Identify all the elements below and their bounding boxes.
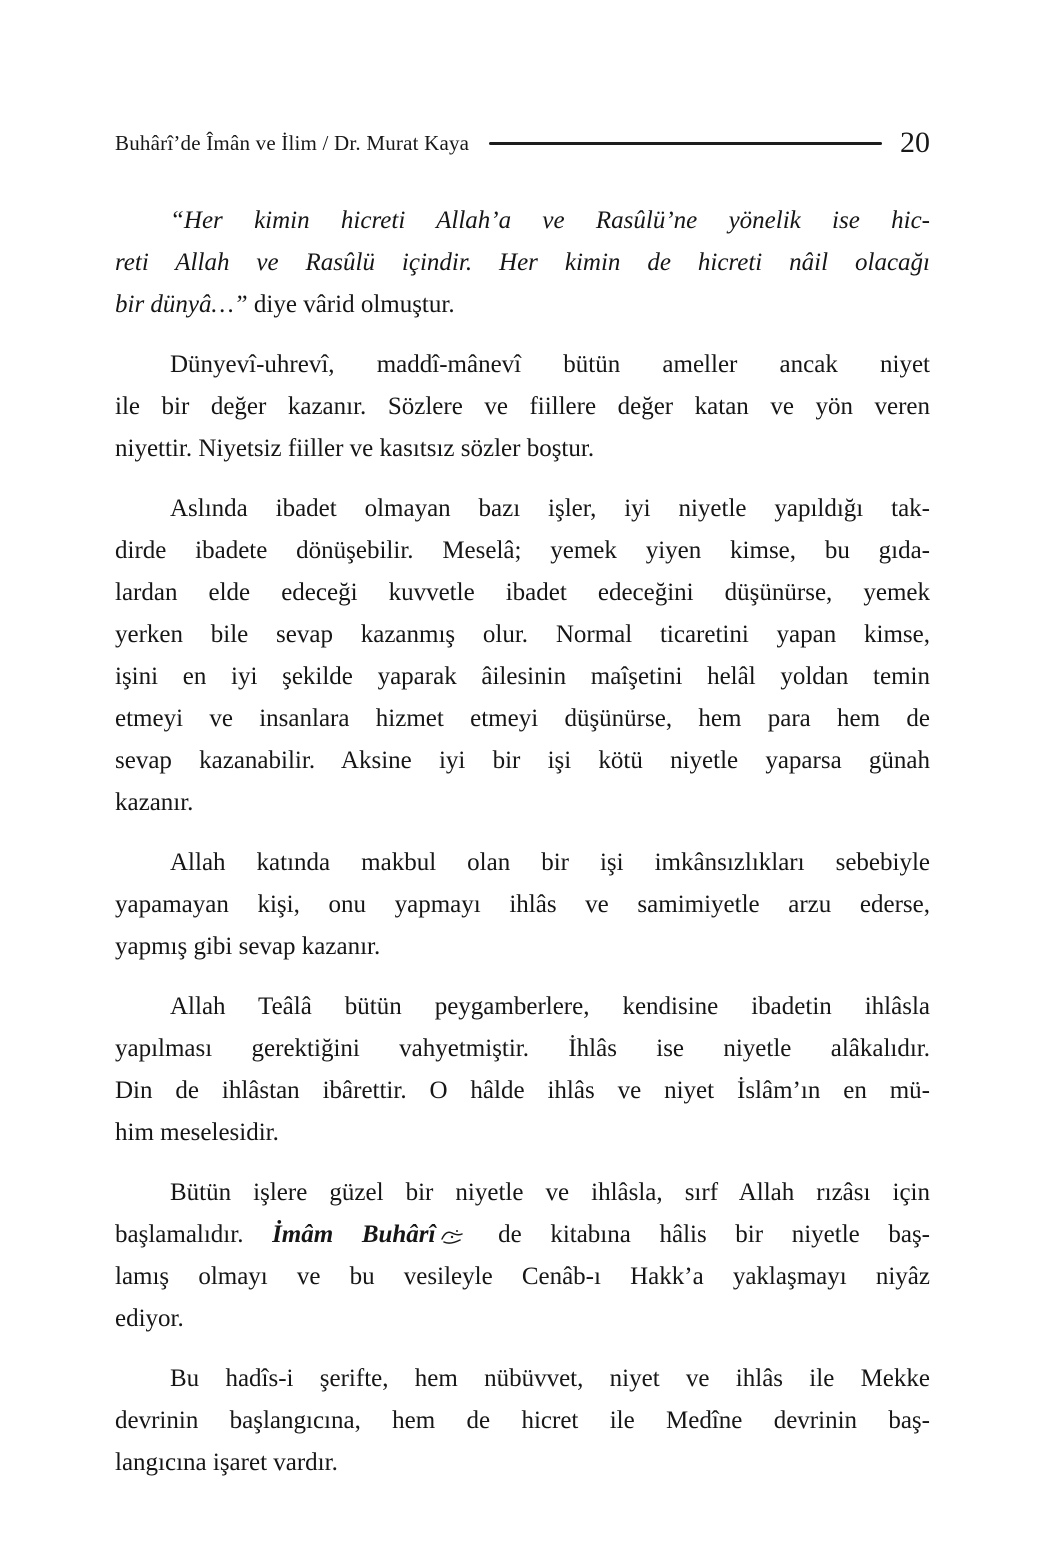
text-run: lardan elde edeceği kuvvetle ibadet edeceğini düşünürse, yemek — [115, 579, 930, 606]
text-run: Allah katında makbul olan bir işi imkânsızlıkları sebebiyle — [170, 849, 930, 876]
text-line — [115, 698, 930, 740]
rahimahullah-calligraphy-icon — [440, 1214, 464, 1256]
text-line — [115, 1358, 930, 1400]
paragraph — [115, 1172, 930, 1340]
text-line — [115, 884, 930, 926]
text-run: Bütün işlere güzel bir niyetle ve ihlâsla, sırf Allah rızâsı için — [170, 1179, 930, 1206]
text-run: ile bir değer kazanır. Sözlere ve fiillere değer katan ve yön veren — [115, 393, 930, 420]
header-rule — [489, 142, 882, 145]
page-number: 20 — [900, 126, 930, 159]
text-line — [115, 1442, 930, 1484]
text-run: him meselesidir. — [115, 1119, 279, 1146]
text-run: de kitabına hâlis bir niyetle baş- — [469, 1221, 931, 1248]
text-run: işini en iyi şekilde yaparak âilesinin maîşetini helâl yoldan temin — [115, 663, 930, 690]
text-line — [115, 614, 930, 656]
text-run: lamış olmayı ve bu vesileyle Cenâb-ı Hakk’a yaklaşmayı niyâz — [115, 1263, 930, 1290]
paragraph — [115, 986, 930, 1154]
text-line — [115, 428, 930, 470]
text-line — [115, 1070, 930, 1112]
paragraph — [115, 1358, 930, 1484]
text-run: niyettir. Niyetsiz fiiller ve kasıtsız sözler boştur. — [115, 435, 595, 462]
text-line — [115, 656, 930, 698]
text-line — [115, 488, 930, 530]
text-run: bir dünyâ…” — [115, 291, 248, 318]
text-run: reti Allah ve Rasûlü içindir. Her kimin de hicreti nâil olacağı — [115, 249, 930, 276]
text-run: Allah Teâlâ bütün peygamberlere, kendisine ibadetin ihlâsla — [170, 993, 930, 1020]
text-run: Bu hadîs-i şerifte, hem nübüvvet, niyet ve ihlâs ile Mekke — [170, 1365, 930, 1392]
text-line — [115, 530, 930, 572]
text-line — [115, 1112, 930, 1154]
text-run: İmâm Buhârî — [272, 1221, 436, 1248]
text-line — [115, 1028, 930, 1070]
paragraph — [115, 842, 930, 968]
running-head-title: Buhârî’de Îmân ve İlim / Dr. Murat Kaya — [115, 130, 470, 155]
text-line — [115, 986, 930, 1028]
text-run: dirde ibadete dönüşebilir. Meselâ; yemek yiyen kimse, bu gıda- — [115, 537, 930, 564]
text-run: Aslında ibadet olmayan bazı işler, iyi niyetle yapıldığı tak- — [170, 495, 930, 522]
text-run: Dünyevî-uhrevî, maddî-mânevî bütün ameller ancak niyet — [170, 351, 930, 378]
text-line — [115, 1400, 930, 1442]
text-line — [115, 740, 930, 782]
text-line — [115, 386, 930, 428]
text-line — [115, 1172, 930, 1214]
text-line — [115, 1214, 930, 1256]
text-run: diye vârid olmuştur. — [247, 291, 455, 318]
text-run: sevap kazanabilir. Aksine iyi bir işi kötü niyetle yaparsa günah — [115, 747, 930, 774]
text-run: devrinin başlangıcına, hem de hicret ile Medîne devrinin baş- — [115, 1407, 930, 1434]
text-line — [115, 242, 930, 284]
text-line — [115, 572, 930, 614]
paragraph — [115, 344, 930, 470]
text-run: yapamayan kişi, onu yapmayı ihlâs ve samimiyetle arzu ederse, — [115, 891, 930, 918]
text-line — [115, 1256, 930, 1298]
text-run: başlamalıdır. — [115, 1221, 273, 1248]
text-run: langıcına işaret vardır. — [115, 1449, 338, 1476]
text-line — [115, 842, 930, 884]
text-run: Din de ihlâstan ibârettir. O hâlde ihlâs ve niyet İslâm’ın en mü- — [115, 1077, 930, 1104]
text-line — [115, 1298, 930, 1340]
text-run: etmeyi ve insanlara hizmet etmeyi düşünürse, hem para hem de — [115, 705, 930, 732]
text-line — [115, 284, 930, 326]
text-line — [115, 200, 930, 242]
page-header — [115, 126, 930, 160]
text-run: yapılması gerektiğini vahyetmiştir. İhlâs ise niyetle alâkalıdır. — [115, 1035, 930, 1062]
text-line — [115, 344, 930, 386]
page-body — [115, 200, 930, 1484]
paragraph — [115, 488, 930, 824]
text-run: yapmış gibi sevap kazanır. — [115, 933, 381, 960]
text-line — [115, 926, 930, 968]
text-run: yerken bile sevap kazanmış olur. Normal ticaretini yapan kimse, — [115, 621, 930, 648]
text-run: ediyor. — [115, 1305, 184, 1332]
text-run: kazanır. — [115, 789, 194, 816]
text-line — [115, 782, 930, 824]
paragraph — [115, 200, 930, 326]
text-run: “Her kimin hicreti Allah’a ve Rasûlü’ne yönelik ise hic- — [170, 207, 930, 234]
